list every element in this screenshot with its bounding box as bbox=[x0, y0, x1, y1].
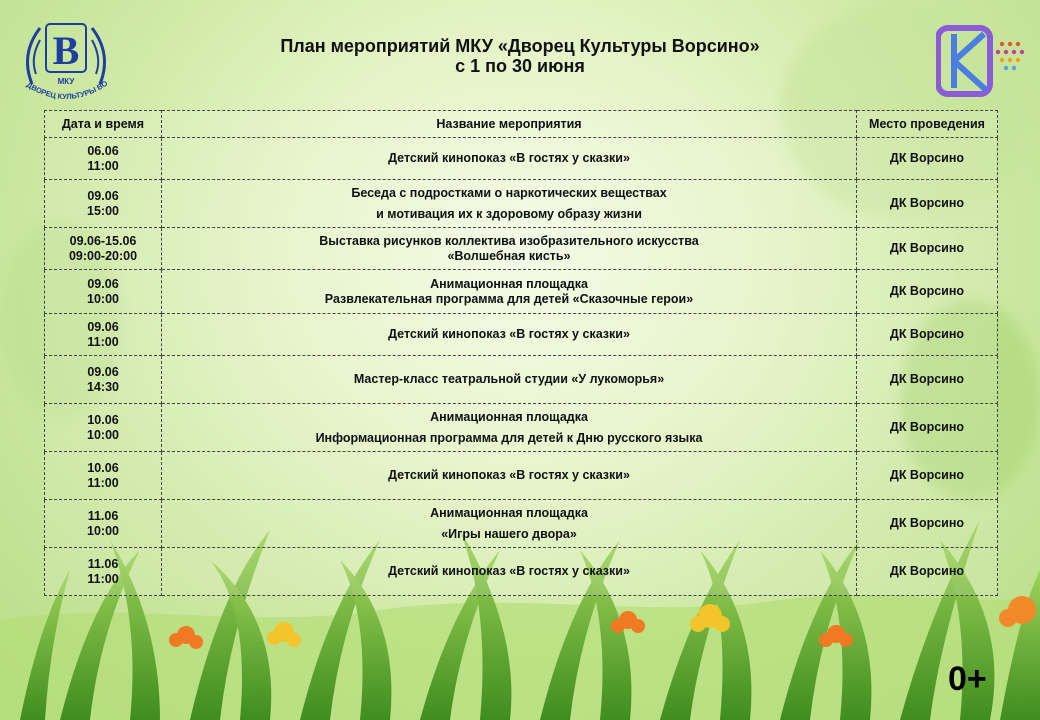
event-date: 10.06 bbox=[87, 412, 119, 427]
event-date: 06.06 bbox=[87, 143, 119, 158]
event-name-line: «Игры нашего двора» bbox=[441, 526, 577, 541]
logo-letter: В bbox=[52, 28, 80, 73]
event-name bbox=[162, 452, 857, 500]
event-name-line: Беседа с подростками о наркотических веществах bbox=[351, 185, 667, 200]
header-date-time: Дата и время bbox=[45, 111, 162, 138]
event-venue: ДК Ворсино bbox=[857, 180, 998, 228]
event-date-time bbox=[45, 356, 162, 404]
table-row bbox=[45, 548, 998, 596]
logo-mku-text: МКУ bbox=[57, 77, 75, 86]
event-name-line: Детский кинопоказ «В гостях у сказки» bbox=[388, 327, 630, 341]
table-header-row bbox=[45, 111, 998, 138]
event-time: 11:00 bbox=[87, 334, 119, 349]
event-name bbox=[162, 180, 857, 228]
event-venue: ДК Ворсино bbox=[857, 270, 998, 314]
event-date: 11.06 bbox=[87, 508, 119, 523]
title-line-1: План мероприятий МКУ «Дворец Культуры Ворсино» bbox=[280, 36, 760, 56]
event-date: 09.06 bbox=[87, 276, 119, 291]
table-row bbox=[45, 228, 998, 270]
event-venue: ДК Ворсино bbox=[857, 138, 998, 180]
event-time: 11:00 bbox=[87, 571, 119, 586]
event-venue: ДК Ворсино bbox=[857, 452, 998, 500]
event-date-time bbox=[45, 228, 162, 270]
event-name bbox=[162, 314, 857, 356]
event-name-line: Анимационная площадка bbox=[430, 409, 588, 424]
table-row bbox=[45, 180, 998, 228]
header-event-name: Название мероприятия bbox=[162, 111, 857, 138]
event-date: 09.06 bbox=[87, 319, 119, 334]
event-time: 10:00 bbox=[87, 291, 119, 306]
event-date-time bbox=[45, 270, 162, 314]
event-venue: ДК Ворсино bbox=[857, 548, 998, 596]
event-name bbox=[162, 548, 857, 596]
title-line-2: с 1 по 30 июня bbox=[455, 56, 585, 76]
table-row bbox=[45, 270, 998, 314]
event-time: 10:00 bbox=[87, 523, 119, 538]
event-name bbox=[162, 356, 857, 404]
event-name-line: Развлекательная программа для детей «Сказочные герои» bbox=[324, 291, 694, 306]
event-name-line: Детский кинопоказ «В гостях у сказки» bbox=[388, 468, 630, 482]
event-date: 09.06 bbox=[87, 364, 119, 379]
event-name-line: Информационная программа для детей к Дню русского языка bbox=[315, 430, 703, 445]
table-row bbox=[45, 314, 998, 356]
event-time: 15:00 bbox=[87, 203, 119, 218]
table-row bbox=[45, 452, 998, 500]
event-time: 11:00 bbox=[87, 475, 119, 490]
event-time: 10:00 bbox=[87, 427, 119, 442]
event-name-line: Анимационная площадка bbox=[430, 505, 588, 520]
logo-ring-text: ДВОРЕЦ КУЛЬТУРЫ ВО bbox=[24, 78, 110, 102]
event-date-time bbox=[45, 452, 162, 500]
event-name-line: и мотивация их к здоровому образу жизни bbox=[376, 206, 642, 221]
event-name-line: Выставка рисунков коллектива изобразительного искусства bbox=[319, 233, 699, 248]
event-venue: ДК Ворсино bbox=[857, 228, 998, 270]
event-date-time bbox=[45, 548, 162, 596]
events-table bbox=[44, 110, 998, 596]
event-name-line: Анимационная площадка bbox=[430, 276, 588, 291]
event-venue: ДК Ворсино bbox=[857, 404, 998, 452]
event-date: 09.06-15.06 bbox=[69, 233, 137, 248]
event-venue: ДК Ворсино bbox=[857, 356, 998, 404]
event-date-time bbox=[45, 500, 162, 548]
event-name bbox=[162, 270, 857, 314]
event-date-time bbox=[45, 180, 162, 228]
event-name bbox=[162, 500, 857, 548]
event-name-line: Мастер-класс театральной студии «У лукоморья» bbox=[353, 372, 665, 386]
header-venue: Место проведения bbox=[857, 111, 998, 138]
age-rating: 0+ bbox=[948, 660, 987, 698]
table-row bbox=[45, 138, 998, 180]
event-date: 10.06 bbox=[87, 460, 119, 475]
event-date-time bbox=[45, 138, 162, 180]
event-name bbox=[162, 404, 857, 452]
event-date-time bbox=[45, 314, 162, 356]
event-time: 09:00-20:00 bbox=[68, 248, 138, 263]
event-name-line: Детский кинопоказ «В гостях у сказки» bbox=[388, 564, 630, 578]
event-name bbox=[162, 228, 857, 270]
event-time: 11:00 bbox=[87, 158, 119, 173]
event-date: 09.06 bbox=[87, 188, 119, 203]
event-time: 14:30 bbox=[87, 379, 119, 394]
event-venue: ДК Ворсино bbox=[857, 500, 998, 548]
event-name bbox=[162, 138, 857, 180]
event-date: 11.06 bbox=[87, 556, 119, 571]
page-title bbox=[0, 36, 1040, 76]
table-row bbox=[45, 500, 998, 548]
event-venue: ДК Ворсино bbox=[857, 314, 998, 356]
event-name-line: «Волшебная кисть» bbox=[447, 248, 571, 263]
event-date-time bbox=[45, 404, 162, 452]
table-row bbox=[45, 356, 998, 404]
event-name-line: Детский кинопоказ «В гостях у сказки» bbox=[388, 151, 630, 165]
table-row bbox=[45, 404, 998, 452]
